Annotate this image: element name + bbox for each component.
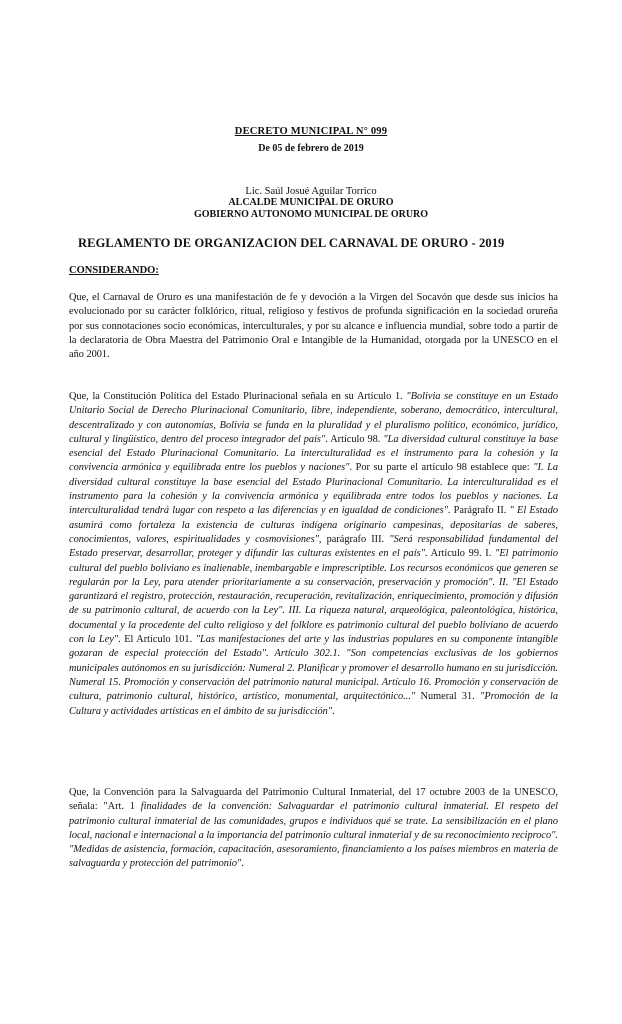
p2-text: . (332, 705, 335, 717)
decree-title: DECRETO MUNICIPAL N° 099 (234, 126, 388, 137)
p2-quote: "Será responsabilidad fundamental del Estado preservar, desarrollar, proteger y difundir las culturas existentes en el país" (69, 533, 558, 560)
decree-date: De 05 de febrero de 2019 (258, 143, 364, 154)
p2-quote: "El patrimonio cultural del pueblo boliviano es inalienable, inembargable e imprescriptible. Los recursos económicos que generen se regularán por la Ley, para atender prioritariamente a su conservación, preservación y promoción". II. "El Estado garantizará el registro, protección, restauración, recuperación, revitalización, enriquecimiento, promoción y difusión de su patrimonio cultural, de acuerdo con la Ley". III. La riqueza natural, arqueológica, paleontológica, histórica, documental y la procedente del culto religioso y del folklore es patrimonio cultural del pueblo boliviano de acuerdo con la Ley" (69, 548, 558, 646)
p2-text: . El Artículo 101. (118, 634, 196, 646)
p2-text: Que, la Constitución Política del Estado Plurinacional señala en su Artículo 1. (69, 391, 407, 402)
p2-quote: "Bolivia se constituye en un Estado Unitario Social de Derecho Plurinacional Comunitario, libre, independiente, soberano, democrático, intercultural, descentralizado y con autonomías, Bolivia se funda en la pluralidad y el pluralismo político, económico, jurídico, cultural y lingüístico, dentro del proceso integrador del país" (69, 391, 558, 445)
p2-text: . Artículo 99. I. (424, 548, 496, 560)
p2-quote: "Promoción de la Cultura y actividades artísticas en el ámbito de su jurisdicción" (69, 691, 558, 717)
regulation-title: REGLAMENTO DE ORGANIZACION DEL CARNAVAL DE ORURO - 2019 (78, 236, 505, 250)
signer-role: ALCALDE MUNICIPAL DE ORURO (228, 197, 394, 208)
p3-quote: finalidades de la convención: Salvaguardar el patrimonio cultural inmaterial. El respeto del patrimonio cultural inmaterial de las comunidades, grupos e individuos qué se trate. La sensibilización en el plano local, nacional e internacional a la importancia del patrimonio cultural inmaterial y de su reconocimiento reciproco". "Medidas de asistencia, formación, capacitación, asesoramiento, financiamiento a los países miembros en materia de salvaguarda y protección del patrimonio" (69, 801, 558, 870)
p2-text: , parágrafo III. (318, 533, 390, 545)
p2-text: Numeral 31. (415, 691, 480, 703)
p2-quote: "La diversidad cultural constituye la base esencial del Estado Plurinacional Comunitario. La interculturalidad es el instrumento para la cohesión y la convivencia armónica y equilibrada entre los pueblos y naciones" (69, 433, 558, 474)
p3-text: . (241, 858, 244, 870)
p3-text: Que, la Convención para la Salvaguarda del Patrimonio Cultural Inmaterial, del 17 octubre 2003 de la UNESCO, señala: "Art. 1 (69, 787, 558, 813)
p2-quote: "Las manifestaciones del arte y las industrias populares en su componente intangible gozaran de especial protección del Estado". Artículo 302.1. "Son competencias exclusivas de los gobiernos municipales autónomos en su jurisdicción: Numeral 2. Planificar y promover el desarrollo humano en su jurisdicción. Numeral 15. Promoción y conservación del patrimonio natural municipal. Artículo 16. Promoción y conservación de cultura, patrimonio cultural, histórico, artístico, monumental, arquitectónico..." (69, 634, 558, 703)
signer-name: Lic. Saúl Josué Aguilar Torrico (245, 186, 377, 197)
paragraph-3 (69, 786, 558, 872)
p2-quote: " El Estado asumirá como fortaleza la existencia de culturas indígena originario campesinas, depositarias de saberes, conocimientos, valores, espiritualidades y cosmovisiones" (69, 505, 558, 545)
considerando-heading: CONSIDERANDO: (69, 265, 159, 276)
paragraph-2 (69, 390, 558, 719)
institution-name: GOBIERNO AUTONOMO MUNICIPAL DE ORURO (193, 209, 429, 220)
p2-text: . Parágrafo II. (447, 505, 510, 517)
p2-text: . Artículo 98. (325, 433, 384, 445)
paragraph-1: Que, el Carnaval de Oruro es una manifestación de fe y devoción a la Virgen del Socavón que desde sus inicios ha evolucionado por su carácter folklórico, ritual, religioso y festivos de profunda significación en la sociedad orureña por sus connotaciones socio económicas, interculturales, y por su alcance e influencia mundial, sobre todo a partir de la declaratoria de Obra Maestra del Patrimonio Oral e Intangible de la Humanidad, otorgada por la UNESCO en el año 2001. (69, 292, 558, 361)
p2-text: . Por su parte el artículo 98 establece que: (349, 462, 534, 474)
p2-quote: "I. La diversidad cultural constituye la base esencial del Estado Plurinacional Comunitario. La interculturalidad es el instrumento para la cohesión y la convivencia armónica y equilibrada entre todos los pueblos y naciones. La interculturalidad tendrá lugar con respeto a las diferencias y en igualdad de condiciones" (69, 462, 558, 517)
